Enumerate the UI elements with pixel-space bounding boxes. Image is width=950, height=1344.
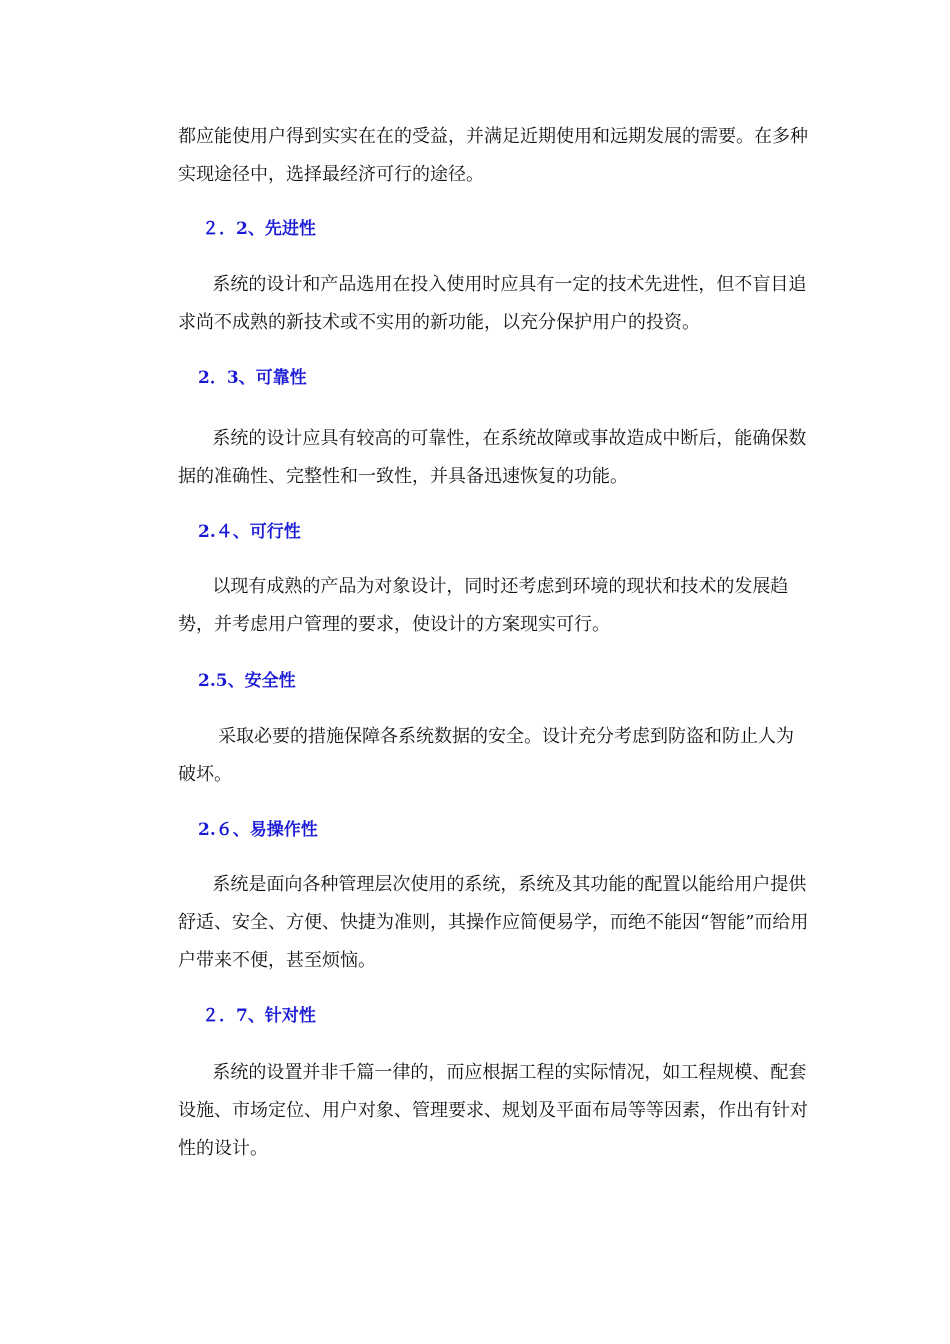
paragraph-usability: 系统是面向各种管理层次使用的系统，系统及其功能的配置以能给用户提供舒适、安全、方便、快捷为准则，其操作应简便易学，而绝不能因“智能”而给用户带来不便，甚至烦恼。 xyxy=(178,874,809,971)
paragraph-pertinence: 系统的设置并非千篇一律的，而应根据工程的实际情况，如工程规模、配套设施、市场定位、用户对象、管理要求、规划及平面布局等等因素，作出有针对性的设计。 xyxy=(178,1062,808,1159)
heading-reliability: 2．3、可靠性 xyxy=(198,368,307,388)
paragraph-security: 采取必要的措施保障各系统数据的安全。设计充分考虑到防盗和防止人为破坏。 xyxy=(178,726,795,785)
heading-advanced: ２．2、先进性 xyxy=(202,219,316,239)
heading-usability: 2.６、易操作性 xyxy=(198,820,318,840)
paragraph-advanced: 系统的设计和产品选用在投入使用时应具有一定的技术先进性，但不盲目追求尚不成熟的新技术或不实用的新功能，以充分保护用户的投资。 xyxy=(178,274,807,333)
heading-pertinence: ２．7、针对性 xyxy=(202,1006,316,1026)
paragraph-reliability: 系统的设计应具有较高的可靠性，在系统故障或事故造成中断后，能确保数据的准确性、完整性和一致性，并具备迅速恢复的功能。 xyxy=(178,428,807,487)
heading-feasibility: 2.４、可行性 xyxy=(198,522,301,542)
paragraph-feasibility: 以现有成熟的产品为对象设计，同时还考虑到环境的现状和技术的发展趋势，并考虑用户管理的要求，使设计的方案现实可行。 xyxy=(178,576,789,635)
heading-security: 2.5、安全性 xyxy=(198,671,296,691)
paragraph-intro: 都应能使用户得到实实在在的受益，并满足近期使用和远期发展的需要。在多种实现途径中，选择最经济可行的途径。 xyxy=(178,126,808,185)
